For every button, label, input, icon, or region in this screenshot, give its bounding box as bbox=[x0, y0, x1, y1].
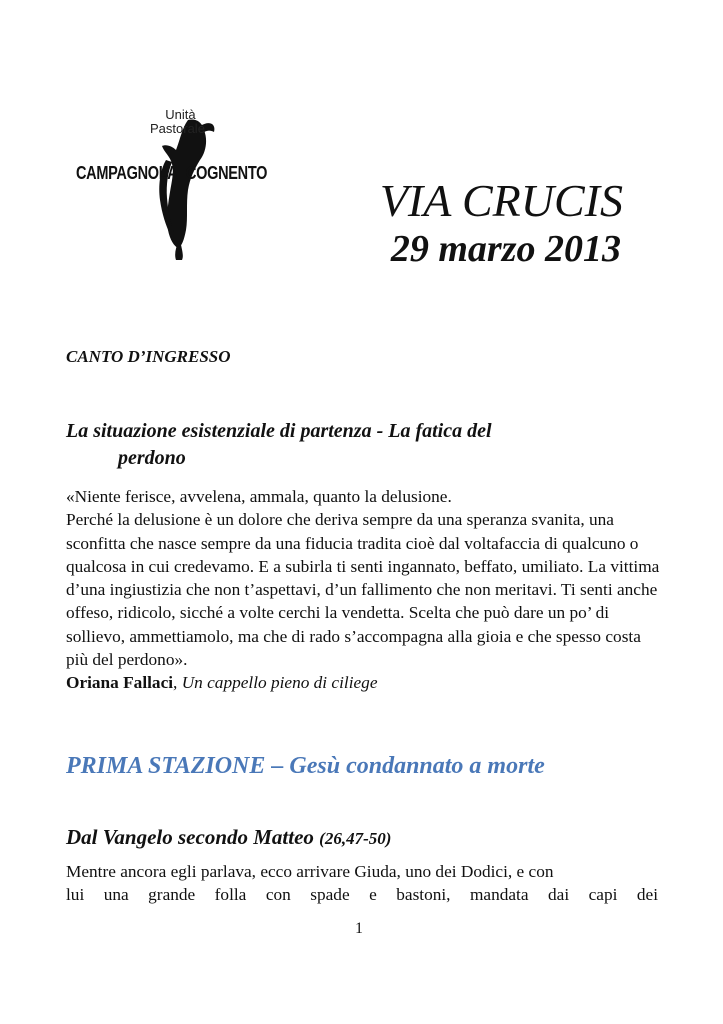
attribution-separator: , bbox=[173, 673, 182, 693]
section-title-line1: La situazione esistenziale di partenza - La fatica del bbox=[66, 420, 492, 442]
gospel-heading bbox=[66, 825, 391, 850]
gospel-line-1: Mentre ancora egli parlava, ecco arrivare Giuda, uno dei Dodici, e con bbox=[66, 862, 554, 881]
gospel-heading-text: Dal Vangelo secondo Matteo bbox=[66, 825, 314, 849]
quote-block bbox=[66, 485, 666, 695]
logo-line-unita: Unità bbox=[165, 107, 196, 122]
quote-book: Un cappello pieno di ciliege bbox=[181, 673, 378, 693]
parish-logo bbox=[70, 100, 270, 260]
logo-caption bbox=[150, 108, 205, 136]
gospel-text bbox=[66, 860, 658, 907]
quote-first-line: «Niente ferisce, avvelena, ammala, quanto la delusione. bbox=[66, 487, 452, 506]
section-title bbox=[66, 418, 646, 472]
quote-attribution bbox=[66, 671, 666, 694]
logo-word-campagnola: CAMPAGNOLA bbox=[76, 164, 178, 184]
logo-word-cognento: COGNENTO bbox=[186, 164, 268, 184]
quote-author: Oriana Fallaci bbox=[66, 673, 174, 693]
quote-body: Perché la delusione è un dolore che deriva sempre da una speranza svanita, una sconfitta che nasce sempre da una fiducia tradita cioè dal voltafaccia di qualcuno o qualcosa in cui credevamo. E a subirla ti senti ingannato, beffato, umiliato. La vittima d’una ingiustizia che non t’aspettavi, d’un fallimento che non meritavi. Ti senti anche offeso, ridicolo, sicché a volte cerchi la vendetta. Scelta che può dare un po’ di sollievo, ammettiamolo, ma che di rado s’accompagna alla gioia e che spesso costa più del perdono». bbox=[66, 510, 660, 670]
page-number: 1 bbox=[355, 920, 363, 937]
canto-heading: CANTO D’INGRESSO bbox=[66, 347, 231, 366]
section-title-line2: perdono bbox=[118, 447, 186, 469]
gospel-reference: (26,47-50) bbox=[319, 829, 392, 848]
gospel-line-2: lui una grande folla con spade e bastoni, mandata dai capi dei bbox=[66, 885, 658, 905]
document-title: VIA CRUCIS bbox=[379, 175, 623, 226]
station-title: PRIMA STAZIONE – Gesù condannato a morte bbox=[66, 753, 545, 779]
logo-line-pastorale: Pastorale bbox=[150, 121, 205, 136]
document-date: 29 marzo 2013 bbox=[390, 228, 621, 270]
